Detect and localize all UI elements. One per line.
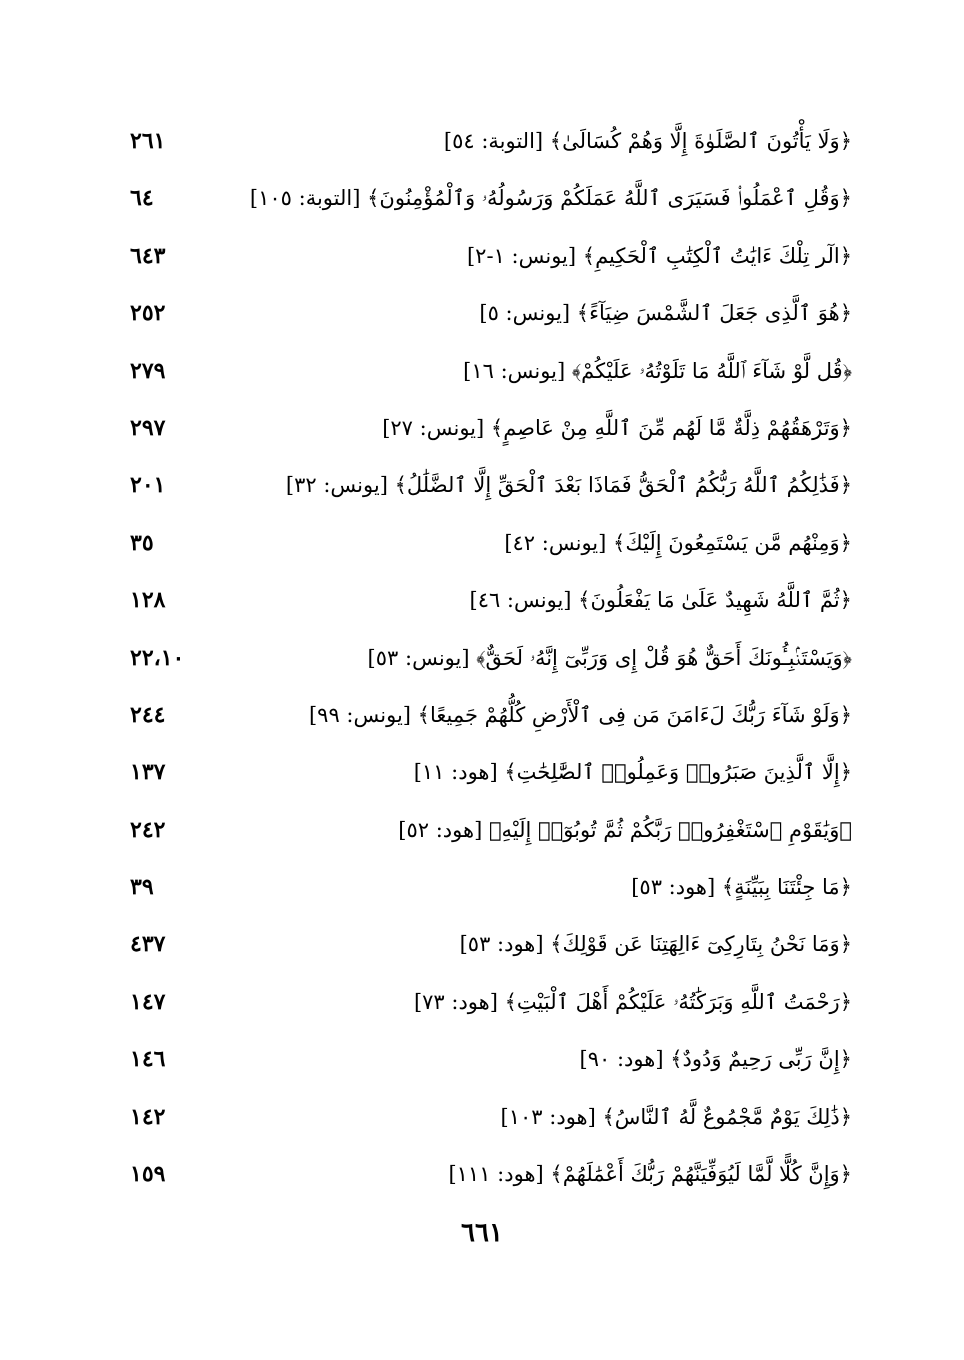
page-reference: ١٢٨ bbox=[130, 587, 166, 614]
index-row bbox=[130, 577, 852, 634]
index-row bbox=[130, 921, 852, 978]
index-row bbox=[130, 1036, 852, 1093]
footer-page-number: ٦٦١ bbox=[461, 1218, 503, 1248]
page-reference: ٤٣٧ bbox=[130, 931, 166, 958]
page-reference: ١٣٧ bbox=[130, 759, 166, 786]
page-reference: ١٤٦ bbox=[130, 1046, 166, 1073]
page-reference: ٣٥ bbox=[130, 529, 154, 556]
index-row bbox=[130, 692, 852, 749]
verse-text: ﴿ذَٰلِكَ يَوْمٌ مَّجْمُوعٌ لَّهُ ٱلنَّاسُ﴾ [هود: ١٠٣] bbox=[500, 1104, 852, 1129]
index-row bbox=[130, 233, 852, 290]
page-reference: ٦٤ bbox=[130, 185, 154, 212]
verse-text: ﴿وَقُلِ ٱعْمَلُوا۟ فَسَيَرَى ٱللَّهُ عَمَلَكُمْ وَرَسُولُهُۥ وَٱلْمُؤْمِنُونَ﴾ [التوبة: ١٠٥] bbox=[249, 186, 852, 211]
verse-text: ﴿فَذَٰلِكُمُ ٱللَّهُ رَبُّكُمُ ٱلْحَقُّ فَمَاذَا بَعْدَ ٱلْحَقِّ إِلَّا ٱلضَّلَٰلُ﴾ [يونس: ٣٢] bbox=[285, 473, 852, 498]
index-row bbox=[130, 175, 852, 232]
index-row bbox=[130, 405, 852, 462]
verse-text: ﴿وَيَسْتَنۢبِـُٔونَكَ أَحَقٌّ هُوَ قُلْ إِى وَرَبِّىٓ إِنَّهُۥ لَحَقٌّ﴾ [يونس: ٥٣] bbox=[367, 645, 852, 670]
page-reference: ٢٦١ bbox=[130, 128, 166, 154]
page-reference: ٢٥٢ bbox=[130, 300, 166, 327]
page-reference: ٢٢،١٠ bbox=[130, 644, 185, 671]
page-reference: ٢٠١ bbox=[130, 472, 166, 499]
index-row bbox=[130, 749, 852, 806]
verse-text: ﴿وَمِنْهُم مَّن يَسْتَمِعُونَ إِلَيْكَ﴾ [يونس: ٤٢] bbox=[504, 530, 852, 555]
page-reference: ٢٩٧ bbox=[130, 414, 166, 441]
verse-text: ﴿ثُمَّ ٱللَّهُ شَهِيدٌ عَلَىٰ مَا يَفْعَلُونَ﴾ [يونس: ٤٦] bbox=[469, 588, 852, 613]
page-reference: ١٤٧ bbox=[130, 988, 166, 1015]
index-row bbox=[130, 348, 852, 405]
index-row bbox=[130, 1094, 852, 1151]
index-row bbox=[130, 520, 852, 577]
verse-text: ﴿وَلَا يَأْتُونَ ٱلصَّلَوٰةَ إِلَّا وَهُمْ كُسَالَىٰ﴾ [التوبة: ٥٤] bbox=[443, 129, 852, 153]
page-reference: ١٥٩ bbox=[130, 1161, 166, 1188]
verse-text: ﴿هُوَ ٱلَّذِى جَعَلَ ٱلشَّمْسَ ضِيَآءً﴾ [يونس: ٥] bbox=[479, 301, 852, 326]
page-reference: ٦٤٣ bbox=[130, 242, 166, 269]
verse-text: ﴿قُل لَّوْ شَآءَ ٱللَّهُ مَا تَلَوْتُهُۥ عَلَيْكُمْ﴾ [يونس: ١٦] bbox=[463, 358, 852, 383]
index-row bbox=[130, 979, 852, 1036]
index-row bbox=[130, 118, 852, 175]
verse-text: ﴿إِلَّا ٱلَّذِينَ صَبَرُوا۟ وَعَمِلُوا۟ ٱلصَّٰلِحَٰتِ﴾ [هود: ١١] bbox=[413, 760, 852, 785]
verse-text: ﴿وَيَٰقَوْمِ ٱسْتَغْفِرُوا۟ رَبَّكُمْ ثُمَّ تُوبُوٓا۟ إِلَيْهِ﴾ [هود: ٥٢] bbox=[398, 817, 852, 842]
index-row bbox=[130, 864, 852, 921]
page-reference: ٢٤٢ bbox=[130, 816, 166, 843]
page-reference: ١٤٢ bbox=[130, 1103, 166, 1130]
verse-text: ﴿وَمَا نَحْنُ بِتَارِكِىٓ ءَالِهَتِنَا عَن قَوْلِكَ﴾ [هود: ٥٣] bbox=[459, 932, 852, 957]
verse-text: ﴿وَتَرْهَقُهُمْ ذِلَّةٌ مَّا لَهُم مِّنَ ٱللَّهِ مِنْ عَاصِمٍ﴾ [يونس: ٢٧] bbox=[382, 415, 852, 440]
page-reference: ٣٩ bbox=[130, 874, 154, 901]
verse-text: ﴿إِنَّ رَبِّى رَحِيمٌ وَدُودٌ﴾ [هود: ٩٠] bbox=[579, 1047, 852, 1072]
index-row bbox=[130, 807, 852, 864]
verse-text: ﴿الٓر تِلْكَ ءَايَٰتُ ٱلْكِتَٰبِ ٱلْحَكِيمِ﴾ [يونس: ١-٢] bbox=[466, 243, 852, 268]
verse-text: ﴿وَإِنَّ كُلًّا لَّمَّا لَيُوَفِّيَنَّهُمْ رَبُّكَ أَعْمَٰلَهُمْ﴾ [هود: ١١١] bbox=[448, 1162, 852, 1187]
index-row bbox=[130, 1151, 852, 1208]
page-reference: ٢٧٩ bbox=[130, 357, 166, 384]
index-row bbox=[130, 635, 852, 692]
verse-text: ﴿رَحْمَتُ ٱللَّهِ وَبَرَكَٰتُهُۥ عَلَيْكُمْ أَهْلَ ٱلْبَيْتِ﴾ [هود: ٧٣] bbox=[413, 989, 852, 1014]
verse-index-list bbox=[130, 118, 852, 1208]
verse-text: ﴿وَلَوْ شَآءَ رَبُّكَ لَءَامَنَ مَن فِى ٱلْأَرْضِ كُلُّهُمْ جَمِيعًا﴾ [يونس: ٩٩] bbox=[308, 702, 852, 727]
index-row bbox=[130, 290, 852, 347]
index-row bbox=[130, 462, 852, 519]
page-reference: ٢٤٤ bbox=[130, 701, 166, 728]
verse-text: ﴿مَا جِئْتَنَا بِبَيِّنَةٍ﴾ [هود: ٥٣] bbox=[631, 875, 852, 900]
